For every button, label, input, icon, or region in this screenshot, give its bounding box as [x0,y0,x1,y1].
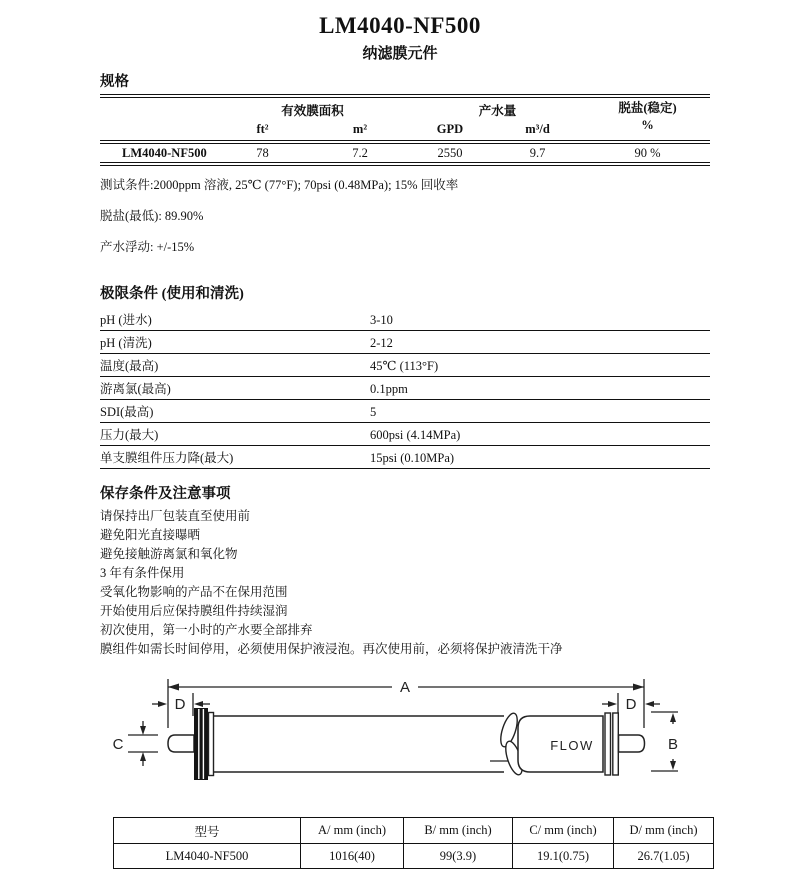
dims-cell-c: 19.1(0.75) [513,844,614,869]
limit-value: 2-12 [370,336,393,350]
spec-gpd-cell: 2550 [437,145,463,160]
spec-header-rejection [585,98,710,134]
test-conditions-note: 测试条件:2000ppm 溶液, 25℃ (77°F); 70psi (0.48MPa); 15% 回收率 [100,178,459,192]
storage-note: 初次使用，第一小时的产水要全部排弃 [100,623,313,637]
dimensions-table-header-row [114,818,714,844]
storage-notes-list [100,507,710,659]
limits-section-heading: 极限条件 (使用和清洗) [100,286,244,302]
spec-subheader-ft2: ft² [256,122,269,136]
limit-row-ph-cleaning [100,331,710,354]
spec-rejection-cell: 90 % [634,145,661,160]
limit-value: 3-10 [370,313,393,327]
limit-label: pH (进水) [100,313,152,327]
spec-subheader-m2: m² [352,122,368,136]
diagram-wrap [100,673,710,815]
limit-value: 45℃ (113°F) [370,359,439,373]
title-block [0,0,800,63]
limit-value: 15psi (0.10MPa) [370,451,455,465]
spec-model-cell: LM4040-NF500 [122,145,207,160]
dims-header-model: 型号 [114,818,301,844]
spec-header-permeate-flow: 产水量 [478,104,517,118]
membrane-element-diagram [100,673,720,810]
limit-label: SDI(最高) [100,405,154,419]
limit-label: pH (清洗) [100,336,152,350]
spec-ft2-cell: 78 [256,145,269,160]
page-subtitle: 纳滤膜元件 [362,46,438,62]
storage-section-heading: 保存条件及注意事项 [100,486,231,502]
storage-note: 膜组件如需长时间停用，必须使用保护液浸泡。再次使用前，必须将保护液清洗干净 [100,642,563,656]
spec-notes [100,175,710,255]
dim-label-a: A [399,679,411,696]
dims-header-b: B/ mm (inch) [404,818,513,844]
dim-label-b: B [667,736,679,753]
limits-section [100,282,710,469]
limit-row-free-chlorine [100,377,710,400]
page-title: LM4040-NF500 [319,13,481,38]
limit-row-pressure-drop [100,446,710,469]
dimensions-table-data-row [114,844,714,869]
spec-table [100,94,710,166]
storage-note: 避免阳光直接曝晒 [100,528,201,542]
limit-label: 单支膜组件压力降(最大) [100,451,234,465]
limit-row-pressure [100,423,710,446]
flow-label: FLOW [550,738,594,753]
storage-note: 受氧化物影响的产品不在保用范围 [100,585,288,599]
dims-header-d: D/ mm (inch) [614,818,714,844]
dims-cell-d: 26.7(1.05) [614,844,714,869]
spec-header-active-area: 有效膜面积 [281,104,344,118]
storage-section [100,482,710,659]
limit-row-temperature [100,354,710,377]
storage-note: 3 年有条件保用 [100,566,185,580]
limit-row-sdi [100,400,710,423]
dims-cell-b: 99(3.9) [404,844,513,869]
dim-label-d-right: D [625,696,637,713]
limit-row-ph-feed [100,308,710,331]
storage-note: 开始使用后应保持膜组件持续湿润 [100,604,288,618]
spec-subheader-m3d: m³/d [525,122,550,136]
limit-value: 0.1ppm [370,382,408,396]
dims-header-c: C/ mm (inch) [513,818,614,844]
spec-subheader-gpd: GPD [436,122,464,136]
limit-value: 5 [370,405,377,419]
dims-cell-a: 1016(40) [301,844,404,869]
limit-label: 压力(最大) [100,428,159,442]
limits-table [100,308,710,469]
spec-m3d-cell: 9.7 [529,145,546,160]
min-rejection-note: 脱盐(最低): 89.90% [100,209,204,223]
content-area [100,70,710,869]
limit-label: 游离氯(最高) [100,382,171,396]
storage-note: 请保持出厂包装直至使用前 [100,509,251,523]
dims-header-a: A/ mm (inch) [301,818,404,844]
dim-label-c: C [112,736,124,753]
dimensions-table [113,817,714,869]
spec-section-heading: 规格 [100,74,129,90]
spec-m2-cell: 7.2 [352,145,368,160]
spec-table-row [100,144,710,166]
spec-header-rejection-line1: 脱盐(稳定) [618,101,677,115]
flow-variation-note: 产水浮动: +/-15% [100,240,195,254]
spec-header-rejection-line2: % [641,118,654,132]
limit-label: 温度(最高) [100,359,159,373]
limit-value: 600psi (4.14MPa) [370,428,461,442]
storage-note: 避免接触游离氯和氧化物 [100,547,238,561]
spec-table-header [100,94,710,144]
dim-label-d-left: D [174,696,186,713]
dims-cell-model: LM4040-NF500 [114,844,301,869]
